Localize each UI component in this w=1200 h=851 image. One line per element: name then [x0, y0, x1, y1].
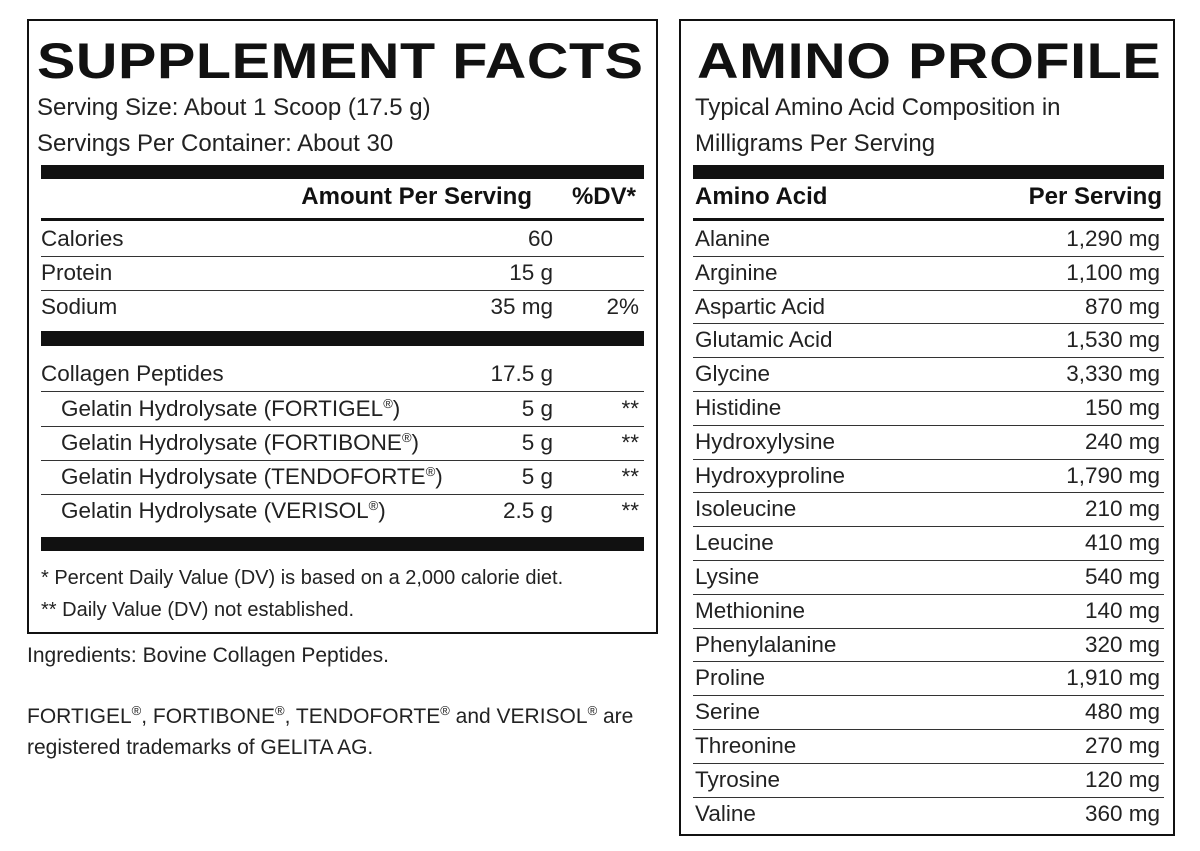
registered-mark: ® [131, 703, 142, 718]
amino-subtitle-line-2: Milligrams Per Serving [695, 130, 936, 157]
amino-acid-row [695, 459, 1160, 493]
nutrient-amount: 17.5 g [490, 361, 553, 386]
amino-acid-row [695, 357, 1160, 391]
registered-mark: ® [368, 498, 379, 513]
amino-acid-row [695, 797, 1160, 831]
amino-acid-name: Leucine [695, 530, 774, 556]
gelatin-amount: 2.5 g [502, 498, 553, 523]
registered-mark: ® [440, 703, 450, 718]
registered-mark: ® [425, 464, 436, 479]
gelatin-amount: 5 g [521, 430, 553, 455]
supplement-facts-title: SUPPLEMENT FACTS [37, 33, 644, 89]
amino-acid-amount: 270 mg [1084, 733, 1160, 758]
gelatin-suffix: ) [392, 396, 401, 421]
dv-header: %DV* [571, 183, 636, 210]
amino-acid-name: Aspartic Acid [695, 293, 826, 319]
gelatin-prefix: Gelatin Hydrolysate ( [61, 498, 272, 523]
nutrient-name: Calories [41, 226, 124, 251]
amino-acid-amount: 1,290 mg [1066, 226, 1160, 251]
amino-acid-name: Glycine [695, 361, 771, 387]
amino-acid-row [695, 391, 1160, 425]
gelatin-row [61, 460, 644, 494]
amino-acid-name: Hydroxyproline [695, 462, 846, 488]
amino-acid-amount: 240 mg [1084, 428, 1160, 454]
amino-acid-amount: 480 mg [1084, 699, 1160, 725]
amino-acid-header: Amino Acid [695, 183, 828, 210]
gelatin-brand: FORTIGEL [271, 396, 384, 421]
gelatin-dv: ** [621, 498, 639, 523]
gelatin-row [61, 494, 644, 528]
nutrient-name: Collagen Peptides [41, 361, 224, 386]
nutrient-name: Protein [41, 260, 113, 285]
amino-acid-amount: 1,910 mg [1066, 665, 1160, 691]
amino-acid-name: Proline [695, 665, 766, 691]
registered-mark: ® [383, 396, 393, 411]
gelatin-row [61, 392, 644, 426]
amino-acid-amount: 140 mg [1084, 597, 1160, 623]
amino-acid-name: Valine [695, 800, 756, 826]
nutrient-dv: 2% [606, 294, 639, 319]
trademark-line-1 [27, 701, 633, 732]
amino-acid-row [695, 661, 1160, 695]
amino-acid-row [695, 256, 1160, 290]
brand-verisol: VERISOL [496, 705, 588, 728]
amino-acid-amount: 1,530 mg [1066, 327, 1160, 353]
conjunction: and [449, 705, 497, 728]
nutrient-name: Sodium [41, 294, 118, 319]
separator: , [284, 705, 296, 728]
gelatin-suffix: ) [435, 464, 443, 489]
amino-acid-row [695, 526, 1160, 560]
gelatin-brand: FORTIBONE [271, 430, 402, 455]
serving-size: Serving Size: About 1 Scoop (17.5 g) [37, 94, 431, 121]
gelatin-name [61, 392, 400, 426]
gelatin-name [61, 426, 419, 460]
amino-acid-amount: 320 mg [1084, 631, 1160, 657]
gelatin-suffix: ) [378, 498, 386, 523]
nutrient-row [41, 290, 644, 324]
gelatin-suffix: ) [411, 430, 420, 455]
amino-acid-row [695, 492, 1160, 526]
servings-per-container: Servings Per Container: About 30 [37, 130, 394, 157]
amino-acid-name: Lysine [695, 564, 760, 589]
amino-acid-row [695, 695, 1160, 729]
brand-fortigel: FORTIGEL [27, 705, 132, 728]
amino-acid-name: Methionine [695, 597, 806, 623]
amino-acid-name: Phenylalanine [695, 631, 837, 657]
amino-acid-amount: 1,100 mg [1066, 259, 1160, 285]
collagen-peptides-row [41, 357, 553, 391]
nutrient-amount: 60 [527, 226, 553, 251]
ingredients: Ingredients: Bovine Collagen Peptides. [27, 644, 389, 667]
amino-acid-row [695, 628, 1160, 662]
amino-acid-amount: 1,790 mg [1066, 462, 1160, 488]
gelatin-prefix: Gelatin Hydrolysate ( [61, 430, 272, 455]
amino-acid-name: Tyrosine [695, 766, 781, 792]
amino-acid-amount: 540 mg [1084, 564, 1160, 589]
registered-mark: ® [275, 703, 285, 718]
amino-acid-amount: 120 mg [1084, 766, 1160, 792]
amino-acid-name: Arginine [695, 259, 778, 285]
per-serving-header: Per Serving [1028, 183, 1162, 210]
amino-subtitle-line-1: Typical Amino Acid Composition in [695, 94, 1061, 121]
amino-acid-row [695, 222, 1160, 256]
header-divider [693, 218, 1164, 221]
registered-mark: ® [401, 430, 412, 445]
gelatin-name [61, 460, 443, 494]
nutrient-row [41, 222, 644, 256]
amino-acid-name: Isoleucine [695, 496, 797, 522]
thick-divider [41, 165, 644, 179]
gelatin-brand: VERISOL [271, 498, 369, 523]
thick-divider [41, 331, 644, 346]
gelatin-dv: ** [621, 430, 639, 455]
gelatin-amount: 5 g [521, 396, 553, 421]
gelatin-dv: ** [621, 396, 639, 421]
amino-acid-amount: 3,330 mg [1066, 361, 1160, 387]
amino-acid-name: Threonine [695, 733, 797, 758]
trademark-verb: are [597, 705, 634, 728]
amino-acid-amount: 150 mg [1084, 395, 1160, 420]
amino-acid-row [695, 594, 1160, 628]
amino-acid-name: Serine [695, 699, 761, 725]
amino-acid-name: Alanine [695, 226, 771, 251]
trademark-line-2: registered trademarks of GELITA AG. [27, 736, 374, 759]
gelatin-brand: TENDOFORTE [271, 464, 426, 489]
amino-acid-row [695, 560, 1160, 594]
amino-acid-amount: 360 mg [1084, 800, 1160, 826]
amino-acid-name: Hydroxylysine [695, 428, 836, 454]
amino-acid-row [695, 763, 1160, 797]
amino-acid-amount: 870 mg [1084, 293, 1160, 319]
footnote-dv: * Percent Daily Value (DV) is based on a 2,000 calorie diet. [41, 567, 564, 589]
separator: , [141, 705, 153, 728]
gelatin-dv: ** [621, 464, 639, 489]
amino-acid-name: Glutamic Acid [695, 327, 833, 353]
brand-tendoforte: TENDOFORTE [295, 705, 441, 728]
gelatin-row [61, 426, 644, 460]
registered-mark: ® [587, 703, 598, 718]
footnote-not-established: ** Daily Value (DV) not established. [41, 599, 355, 621]
thick-divider [41, 537, 644, 551]
amino-acid-row [695, 729, 1160, 763]
amino-profile-title: AMINO PROFILE [697, 33, 1162, 89]
amino-acid-row [695, 290, 1160, 324]
gelatin-prefix: Gelatin Hydrolysate ( [61, 396, 272, 421]
nutrient-amount: 15 g [509, 260, 553, 285]
gelatin-amount: 5 g [521, 464, 553, 489]
amino-acid-row [695, 425, 1160, 459]
nutrient-row [41, 256, 644, 290]
thick-divider [693, 165, 1164, 179]
supplement-facts-panel [27, 19, 658, 634]
amino-acid-amount: 210 mg [1084, 496, 1160, 522]
amino-acid-row [695, 323, 1160, 357]
amino-acid-name: Histidine [695, 395, 782, 420]
amount-per-serving-header: Amount Per Serving [301, 183, 532, 210]
gelatin-name [61, 494, 386, 528]
gelatin-prefix: Gelatin Hydrolysate ( [61, 464, 272, 489]
amino-profile-panel [679, 19, 1175, 836]
nutrient-amount: 35 mg [490, 294, 553, 319]
brand-fortibone: FORTIBONE [152, 705, 276, 728]
header-divider [41, 218, 644, 221]
amino-acid-amount: 410 mg [1084, 530, 1160, 556]
